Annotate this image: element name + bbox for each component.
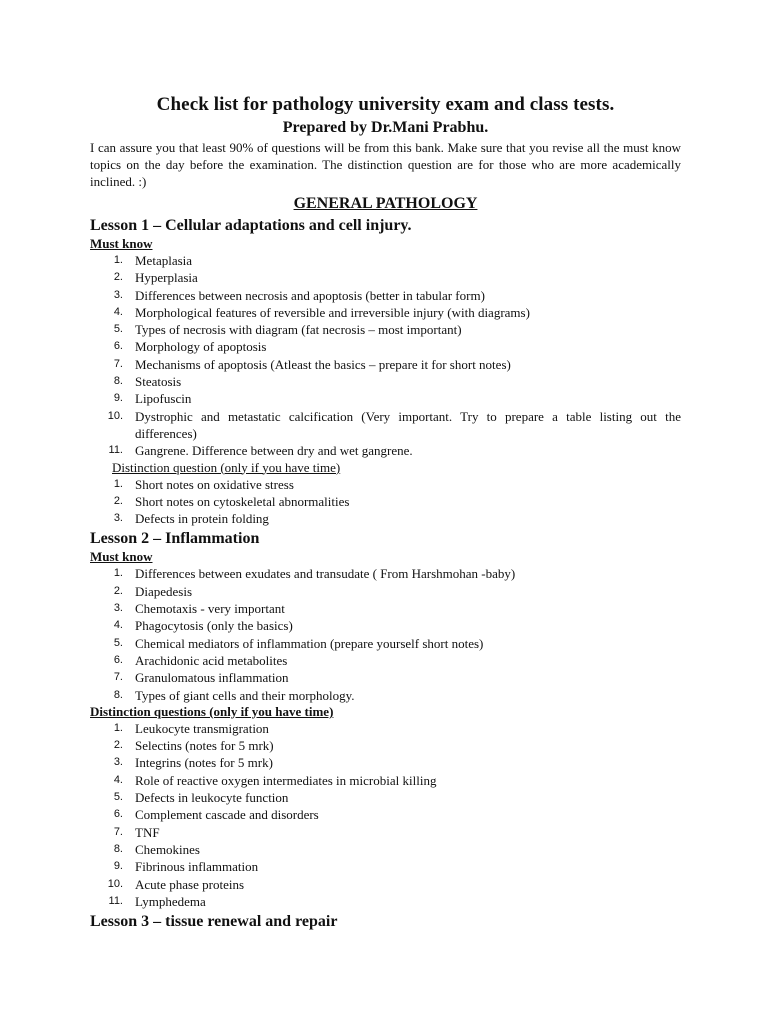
list-item <box>90 583 681 600</box>
list-item-number: 5. <box>113 323 123 336</box>
list-item <box>90 789 681 806</box>
list-item-text: Types of giant cells and their morphology. <box>135 687 355 703</box>
list-item <box>90 841 681 858</box>
list-item-number: 2. <box>113 584 123 597</box>
list-item-number: 5. <box>113 791 123 804</box>
list-item <box>90 373 681 390</box>
list-item-number: 3. <box>113 288 123 301</box>
list-item-text: Role of reactive oxygen intermediates in microbial killing <box>135 772 437 788</box>
list-item <box>90 652 681 669</box>
list-item-text: Morphology of apoptosis <box>135 339 267 355</box>
list-item-text: Hyperplasia <box>135 270 198 286</box>
list-item-text: Mechanisms of apoptosis (Atleast the basics – prepare it for short notes) <box>135 356 511 372</box>
list-item <box>90 408 681 443</box>
list-item-text: Chemotaxis - very important <box>135 601 285 617</box>
list-item <box>90 806 681 823</box>
list-item-text: Integrins (notes for 5 mrk) <box>135 755 273 771</box>
list-item <box>90 252 681 269</box>
document-title: Check list for pathology university exam and class tests. <box>156 94 615 115</box>
list-item-text: Defects in protein folding <box>135 511 269 527</box>
list-item-number: 4. <box>113 305 123 318</box>
list-item-number: 8. <box>113 842 123 855</box>
list-item <box>90 824 681 841</box>
list-item-text: Short notes on cytoskeletal abnormalities <box>135 493 350 509</box>
list-item-text: Gangrene. Difference between dry and wet gangrene. <box>135 443 413 459</box>
list-item <box>90 687 681 704</box>
list-item-number: 6. <box>113 340 123 353</box>
list-item <box>90 338 681 355</box>
list-item-number: 6. <box>113 653 123 666</box>
list-item-number: 1. <box>113 721 123 734</box>
list-item <box>90 565 681 582</box>
list-item <box>90 476 681 493</box>
list-item-text: Phagocytosis (only the basics) <box>135 618 293 634</box>
list-item-text: Morphological features of reversible and irreversible injury (with diagrams) <box>135 304 530 320</box>
list-item-number: 5. <box>113 636 123 649</box>
lesson-3-title: Lesson 3 – tissue renewal and repair <box>90 913 338 931</box>
list-item-number: 3. <box>113 756 123 769</box>
list-item-number: 10. <box>107 877 123 890</box>
list-item-number: 6. <box>113 808 123 821</box>
lesson-1-must-know-list <box>90 252 681 460</box>
list-item-text: Lipofuscin <box>135 391 192 407</box>
list-item-number: 9. <box>113 392 123 405</box>
author-line: Prepared by Dr.Mani Prabhu. <box>282 119 489 136</box>
list-item-text: Diapedesis <box>135 583 193 599</box>
list-item <box>90 321 681 338</box>
list-item-text: TNF <box>135 824 160 840</box>
list-item-number: 2. <box>113 494 123 507</box>
list-item-text: Lymphedema <box>135 893 206 909</box>
list-item-text: Dystrophic and metastatic calcification (Very important. Try to prepare a table listing out the differences) <box>135 408 681 441</box>
lesson-1-distinction-label: Distinction question (only if you have time) <box>112 459 341 475</box>
list-item-text: Defects in leukocyte function <box>135 790 289 806</box>
list-item <box>90 493 681 510</box>
list-item-text: Chemokines <box>135 841 200 857</box>
list-item-number: 3. <box>113 602 123 615</box>
list-item-text: Selectins (notes for 5 mrk) <box>135 738 274 754</box>
list-item-text: Complement cascade and disorders <box>135 807 319 823</box>
lesson-2-must-know-list <box>90 565 681 703</box>
list-item <box>90 737 681 754</box>
list-item <box>90 510 681 527</box>
list-item-text: Differences between necrosis and apoptosis (better in tabular form) <box>135 287 485 303</box>
list-item <box>90 720 681 737</box>
list-item <box>90 356 681 373</box>
list-item-number: 4. <box>113 773 123 786</box>
list-item <box>90 858 681 875</box>
list-item-text: Chemical mediators of inflammation (prepare yourself short notes) <box>135 635 484 651</box>
list-item-number: 8. <box>113 688 123 701</box>
list-item-text: Types of necrosis with diagram (fat necrosis – most important) <box>135 322 462 338</box>
list-item-number: 7. <box>113 825 123 838</box>
list-item-number: 11. <box>108 444 123 457</box>
list-item <box>90 390 681 407</box>
list-item-number: 2. <box>113 739 123 752</box>
list-item <box>90 893 681 910</box>
lesson-2-distinction-label: Distinction questions (only if you have time) <box>90 703 334 719</box>
lesson-1-must-know-label: Must know <box>90 236 153 251</box>
intro-paragraph: I can assure you that least 90% of questions will be from this bank. Make sure that you revise all the must know topics on the day before the examination. The distinction question are for those who are more academically inclined. :) <box>90 140 681 189</box>
list-item <box>90 617 681 634</box>
lesson-2-distinction-list <box>90 720 681 910</box>
list-item-number: 1. <box>113 567 123 580</box>
list-item <box>90 754 681 771</box>
list-item <box>90 442 681 459</box>
list-item-text: Arachidonic acid metabolites <box>135 652 288 668</box>
list-item-text: Differences between exudates and transudate ( From Harshmohan -baby) <box>135 566 516 582</box>
list-item <box>90 772 681 789</box>
list-item-number: 11. <box>108 894 123 907</box>
list-item <box>90 600 681 617</box>
list-item-text: Leukocyte transmigration <box>135 720 269 736</box>
list-item <box>90 304 681 321</box>
list-item-text: Short notes on oxidative stress <box>135 476 294 492</box>
list-item-number: 8. <box>113 375 123 388</box>
list-item-text: Acute phase proteins <box>135 876 245 892</box>
list-item-text: Fibrinous inflammation <box>135 859 259 875</box>
list-item-number: 4. <box>113 619 123 632</box>
list-item-text: Steatosis <box>135 374 182 390</box>
list-item-number: 2. <box>113 271 123 284</box>
list-item-number: 7. <box>113 357 123 370</box>
list-item-number: 9. <box>113 860 123 873</box>
list-item <box>90 635 681 652</box>
list-item-text: Metaplasia <box>135 253 193 268</box>
list-item-number: 1. <box>113 477 123 490</box>
lesson-1-distinction-list <box>90 476 681 528</box>
lesson-2-must-know-label: Must know <box>90 549 153 565</box>
list-item-number: 10. <box>107 409 123 422</box>
section-title: GENERAL PATHOLOGY <box>293 195 478 212</box>
list-item <box>90 876 681 893</box>
list-item <box>90 287 681 304</box>
list-item <box>90 269 681 286</box>
list-item-number: 7. <box>113 671 123 684</box>
list-item-number: 3. <box>113 512 123 525</box>
lesson-2-title: Lesson 2 – Inflammation <box>90 530 260 548</box>
list-item <box>90 669 681 686</box>
list-item-text: Granulomatous inflammation <box>135 670 289 686</box>
lesson-1-title: Lesson 1 – Cellular adaptations and cell injury. <box>90 217 412 234</box>
list-item-number: 1. <box>113 254 123 266</box>
